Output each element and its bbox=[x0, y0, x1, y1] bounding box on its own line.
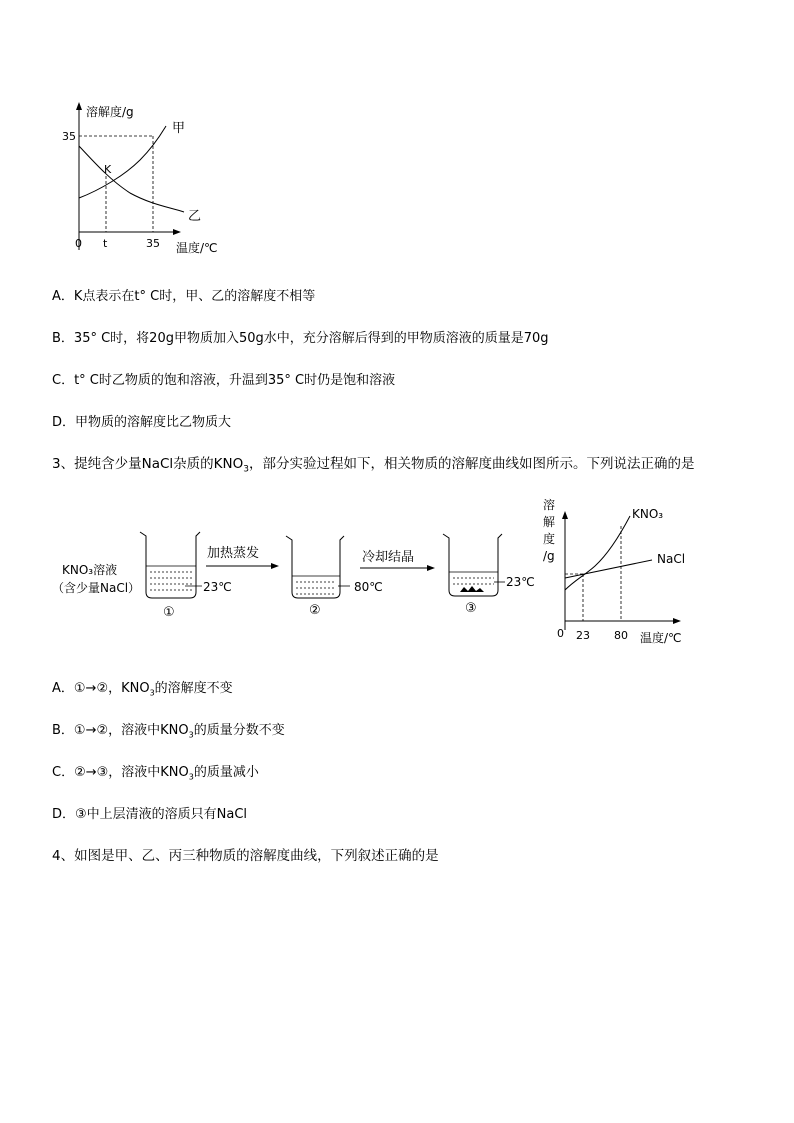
beaker3-temp: 23℃ bbox=[506, 575, 535, 589]
chart-y-label-4: /g bbox=[543, 549, 555, 563]
beaker-1 bbox=[140, 532, 202, 598]
q3-option-b bbox=[52, 719, 285, 740]
figure1-x-tick-t: t bbox=[103, 237, 108, 250]
figure1-series-jia: 甲 bbox=[172, 121, 186, 136]
beaker1-label-sub: （含少量NaCl） bbox=[52, 581, 141, 595]
beaker2-temp: 80℃ bbox=[354, 580, 383, 594]
q3-stem-sub: 3 bbox=[243, 464, 249, 475]
q3-option-b-sub: 3 bbox=[188, 730, 194, 740]
chart-x-tick-80: 80 bbox=[614, 629, 628, 642]
beaker-2 bbox=[286, 536, 350, 598]
q2-option-b: B．35° C时，将20g甲物质加入50g水中，充分溶解后得到的甲物质溶液的质量是70g bbox=[52, 331, 549, 346]
q3-option-d-pre: D．③中上层清液的溶质只有NaCl bbox=[52, 807, 248, 822]
chart-series-kno3: KNO₃ bbox=[632, 507, 664, 521]
chart-origin: 0 bbox=[557, 627, 564, 640]
chart-y-label-3: 度 bbox=[543, 532, 556, 546]
q3-option-c bbox=[52, 761, 259, 782]
beaker1-temp: 23℃ bbox=[203, 580, 232, 594]
q3-option-a-sub: 3 bbox=[149, 688, 155, 698]
q3-stem-suffix: ，部分实验过程如下，相关物质的溶解度曲线如图所示。下列说法正确的是 bbox=[248, 456, 695, 472]
chart-x-arrow bbox=[673, 618, 681, 624]
chart-y-label-2: 解 bbox=[543, 515, 556, 529]
q4-stem: 4、如图是甲、乙、丙三种物质的溶解度曲线，下列叙述正确的是 bbox=[52, 848, 439, 864]
chart-y-label-1: 溶 bbox=[543, 498, 556, 512]
q3-option-c-sub: 3 bbox=[188, 772, 194, 782]
figure1-series-yi: 乙 bbox=[188, 209, 202, 224]
beaker3-num: ③ bbox=[465, 601, 477, 616]
figure1-y-label: 溶解度/g bbox=[86, 105, 134, 119]
chart-curve-nacl bbox=[565, 560, 652, 578]
q3-option-c-post: 的质量减小 bbox=[193, 765, 259, 780]
q3-option-d bbox=[52, 803, 247, 822]
q3-stem-prefix: 3、提纯含少量NaCl杂质的KNO bbox=[52, 456, 244, 472]
q2-option-d: D．甲物质的溶解度比乙物质大 bbox=[52, 415, 232, 430]
q3-option-a bbox=[52, 677, 233, 698]
q3-option-c-pre: C．②→③，溶液中KNO bbox=[52, 765, 189, 780]
q3-option-a-pre: A．①→②，KNO bbox=[52, 681, 150, 696]
arrow1-head bbox=[271, 563, 279, 569]
beaker1-num: ① bbox=[163, 605, 175, 620]
figure1-x-tick-35: 35 bbox=[146, 237, 160, 250]
beaker1-label-main: KNO₃溶液 bbox=[62, 563, 118, 577]
figure1-x-label: 温度/℃ bbox=[176, 241, 218, 255]
q3-option-b-post: 的质量分数不变 bbox=[193, 723, 285, 738]
beaker2-num: ② bbox=[309, 603, 321, 618]
beaker-3 bbox=[443, 534, 505, 596]
figure1-origin: 0 bbox=[75, 237, 82, 250]
q2-option-a: A．K点表示在t° C时，甲、乙的溶解度不相等 bbox=[52, 289, 316, 304]
arrow1-label: 加热蒸发 bbox=[207, 546, 260, 561]
chart-x-label: 温度/℃ bbox=[640, 631, 682, 645]
chart-series-nacl: NaCl bbox=[657, 552, 686, 566]
arrow2-label: 冷却结晶 bbox=[362, 550, 415, 565]
q2-option-c: C．t° C时乙物质的饱和溶液，升温到35° C时仍是饱和溶液 bbox=[52, 373, 396, 388]
figure1-y-tick-35: 35 bbox=[62, 130, 76, 143]
arrow2-head bbox=[427, 565, 435, 571]
figure1-point-k: K bbox=[104, 163, 112, 176]
q3-option-a-post: 的溶解度不变 bbox=[154, 681, 233, 696]
chart-y-arrow bbox=[562, 511, 568, 519]
q3-option-b-pre: B．①→②，溶液中KNO bbox=[52, 723, 189, 738]
chart-curve-kno3 bbox=[565, 516, 630, 590]
chart-x-tick-23: 23 bbox=[576, 629, 590, 642]
